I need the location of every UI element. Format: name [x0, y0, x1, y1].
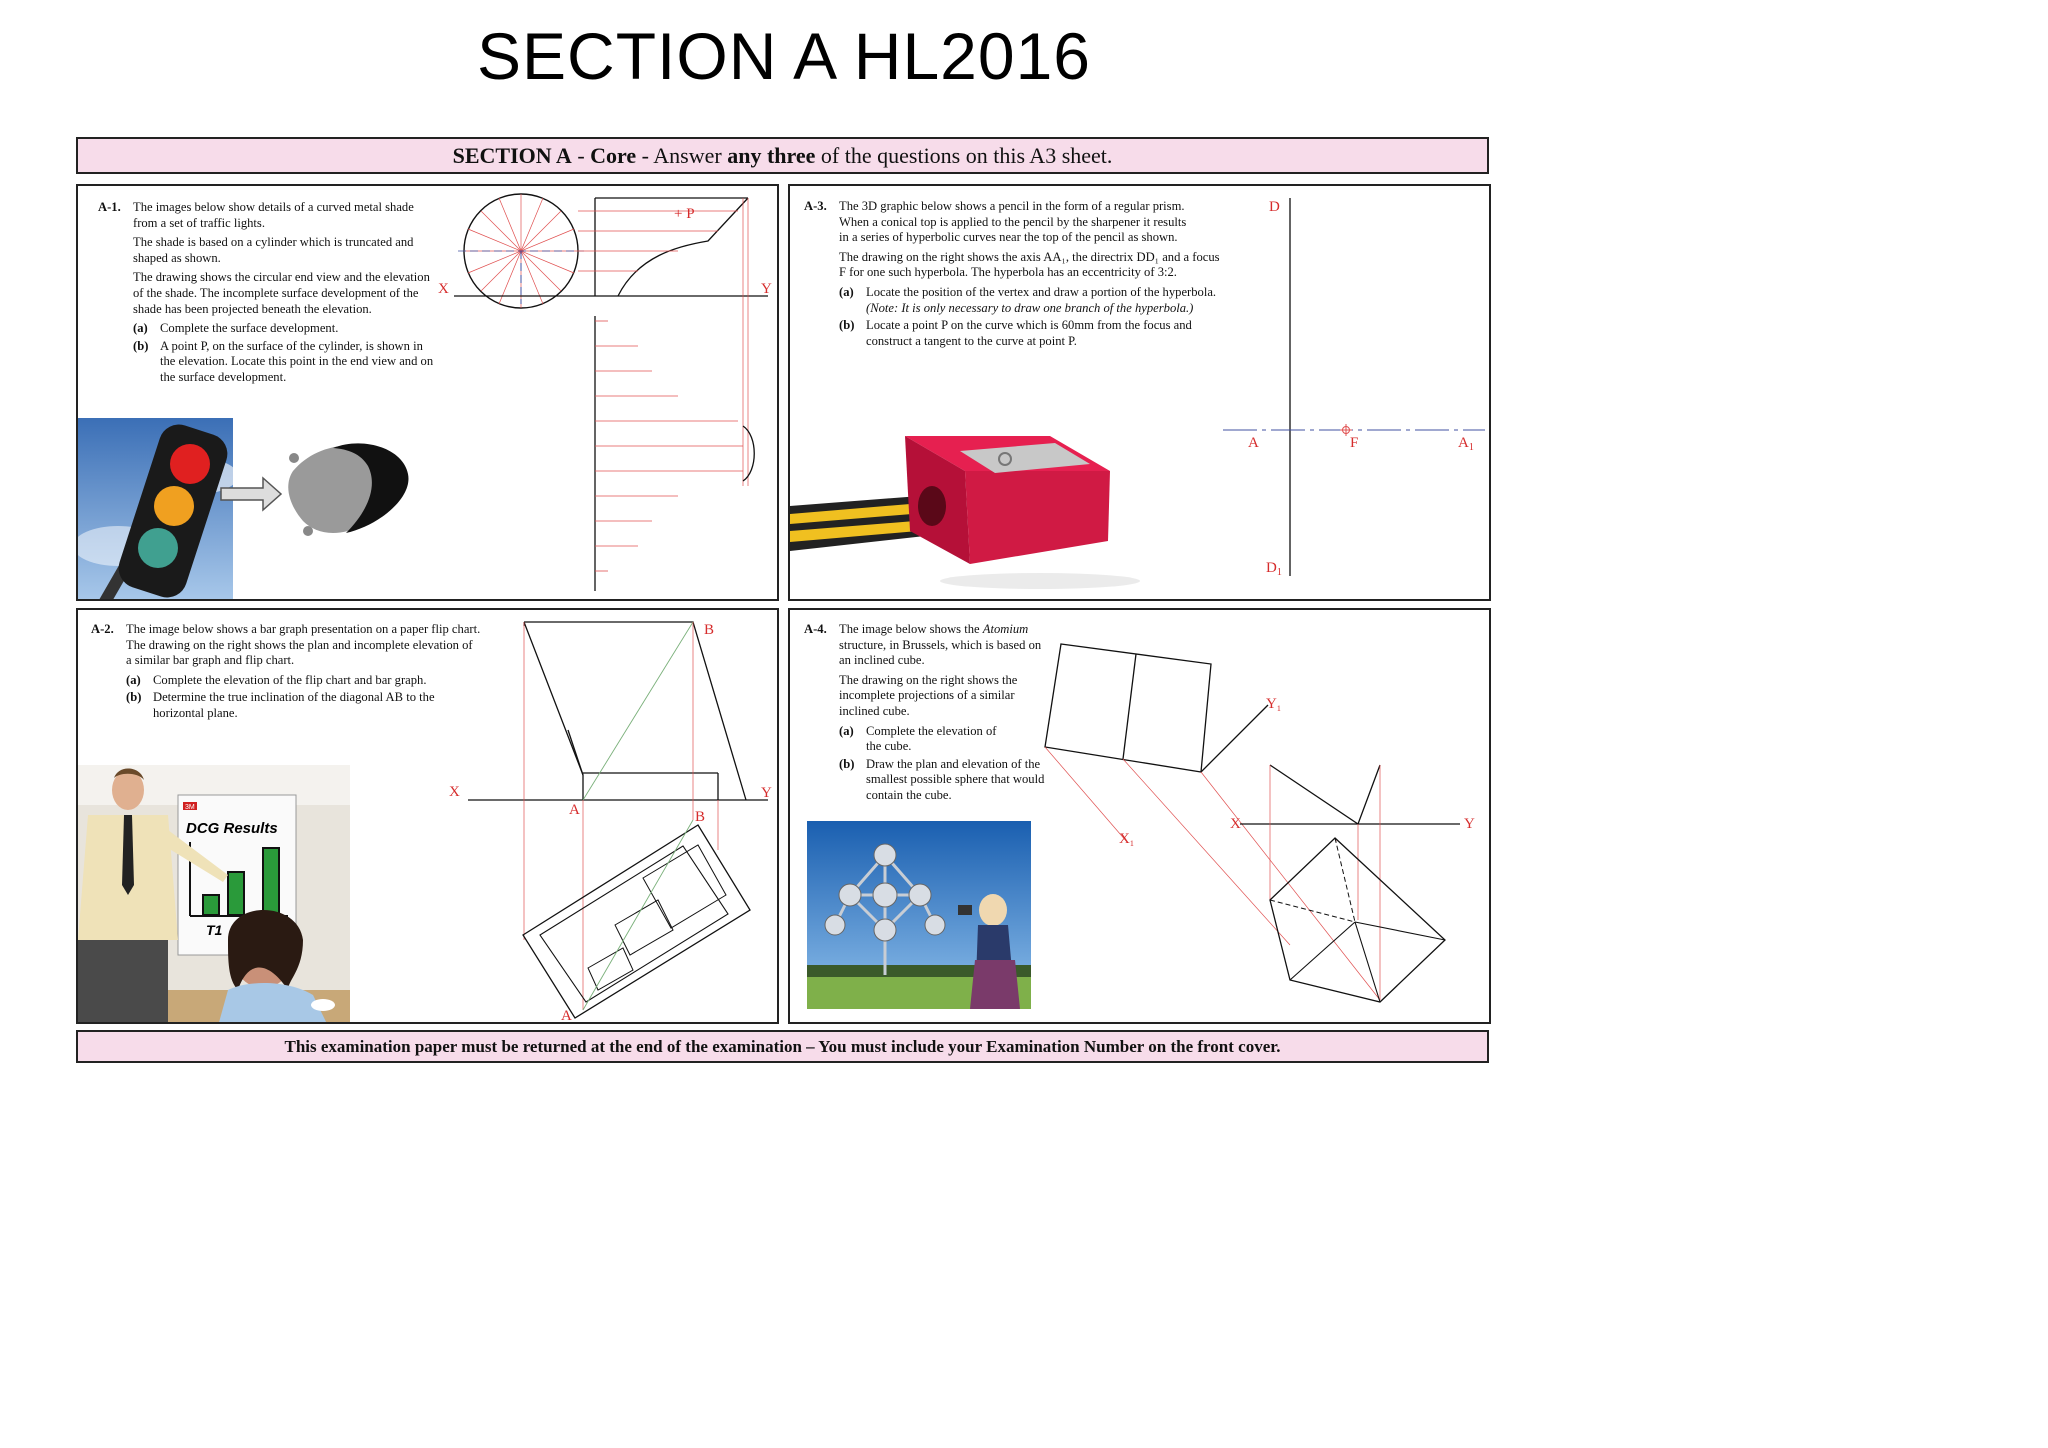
- section-banner: [76, 137, 1489, 174]
- traffic-light-image: [78, 418, 238, 601]
- flip-chart-subtitle: T1: [206, 922, 223, 938]
- question-number: A-2.: [91, 622, 114, 636]
- f-label: F: [1350, 435, 1359, 451]
- question-number: A-3.: [804, 199, 827, 213]
- banner-core: Core: [590, 143, 637, 168]
- question-paragraph: The image below shows the Atomium structure, in Brussels, which is based on an inclined cube.: [839, 622, 1042, 668]
- footer-banner: This examination paper must be returned at the end of the examination – You must include your Examination Number on the front cover.: [76, 1030, 1489, 1063]
- shade-elevation: [578, 198, 748, 486]
- a1-label: $A_1$: [1458, 435, 1474, 453]
- question-number: A-4.: [804, 622, 827, 636]
- question-a1-panel: [76, 184, 779, 601]
- surface-development: [595, 316, 754, 591]
- cube-plan: [1270, 838, 1445, 1002]
- banner-answer: - Answer: [636, 143, 728, 168]
- a-label: A: [1248, 435, 1259, 451]
- y-label: Y: [761, 785, 772, 801]
- question-part-a: (a) Complete the elevation of the cube.: [839, 723, 997, 754]
- question-number: A-1.: [98, 200, 121, 214]
- b-label: B: [704, 622, 715, 638]
- question-paragraph: The image below shows a bar graph presentation on a paper flip chart. The drawing on the right shows the plan and incomplete elevation of a similar bar graph and flip chart.: [126, 622, 481, 668]
- question-a4-panel: [788, 608, 1491, 1024]
- x-label: X: [449, 784, 460, 800]
- question-paragraph: The images below show details of a curved metal shade from a set of traffic lights.: [133, 200, 414, 230]
- question-part-a: (a) Complete the elevation of the flip chart and bar graph.: [126, 672, 427, 687]
- a4-drawing: [790, 610, 1491, 1024]
- d-label: D: [1269, 199, 1280, 215]
- question-part-b: (b) Determine the true inclination of the diagonal AB to the horizontal plane.: [126, 690, 435, 720]
- question-part-b: (b) Locate a point P on the curve which is 60mm from the focus and construct a tangent to the curve at point P.: [839, 318, 1192, 348]
- question-part-a: (a) Complete the surface development.: [133, 321, 339, 336]
- question-part-a: (a) Locate the position of the vertex and draw a portion of the hyperbola. (Note: It is only necessary to draw one branch of the hyperbola.): [839, 284, 1217, 315]
- end-view-circle: [458, 194, 584, 308]
- presentation-image: [78, 765, 350, 1024]
- banner-any-three: any three: [727, 143, 816, 168]
- question-note: (Note: It is only necessary to draw one branch of the hyperbola.): [866, 300, 1194, 315]
- shade-image: [288, 443, 408, 536]
- a2-label: A: [561, 1008, 572, 1024]
- flip-chart-title: DCG Results: [186, 820, 278, 837]
- d1-label: $D_1$: [1266, 560, 1282, 578]
- x-label: X: [1230, 816, 1241, 832]
- chart-brand: 3M: [185, 804, 195, 811]
- question-paragraph: The 3D graphic below shows a pencil in the form of a regular prism. When a conical top is applied to the pencil by the sharpener it results in a series of hyperbolic curves near the top of the pencil as shown.: [839, 199, 1187, 245]
- a2-drawing: [78, 610, 779, 1024]
- cube-elevation: [1045, 644, 1380, 1000]
- a-label: A: [569, 802, 580, 818]
- question-paragraph: The shade is based on a cylinder which is truncated and shaped as shown.: [133, 235, 414, 265]
- banner-sep: -: [571, 143, 591, 168]
- sharpener-image: [790, 436, 1140, 589]
- a3-drawing: [790, 186, 1491, 601]
- y-label: Y: [761, 281, 772, 297]
- question-part-b: (b) Draw the plan and elevation of the smallest possible sphere that would contain the cube.: [839, 756, 1045, 802]
- atomium-image: [807, 821, 1031, 1009]
- question-a2-panel: [76, 608, 779, 1024]
- question-part-b: (b) A point P, on the surface of the cylinder, is shown in the elevation. Locate this point in the end view and on the surface development.: [133, 338, 434, 384]
- y1-label: $Y_1$: [1266, 696, 1281, 713]
- question-a3-panel: [788, 184, 1491, 601]
- banner-rest: of the questions on this A3 sheet.: [815, 143, 1113, 168]
- a1-drawing: [78, 186, 779, 601]
- point-p-label: + P: [674, 206, 695, 222]
- x-label: X: [438, 281, 449, 297]
- question-paragraph: The drawing on the right shows the incomplete projections of a similar inclined cube.: [839, 672, 1018, 718]
- banner-section: SECTION A: [452, 143, 572, 168]
- x1-label: $X_1$: [1119, 831, 1134, 848]
- flip-chart-plan: [523, 820, 750, 1018]
- y-label: Y: [1464, 816, 1475, 832]
- page-title: SECTION A HL2016: [477, 19, 1091, 93]
- question-paragraph: The drawing shows the circular end view and the elevation of the shade. The incomplete surface development of the shade has been projected beneath the elevation.: [133, 270, 430, 316]
- question-paragraph: The drawing on the right shows the axis AA₁, the directrix DD₁ and a focus F for one such hyperbola. The hyperbola has an eccentricity of 3:2.: [839, 249, 1220, 280]
- b2-label: B: [695, 809, 706, 825]
